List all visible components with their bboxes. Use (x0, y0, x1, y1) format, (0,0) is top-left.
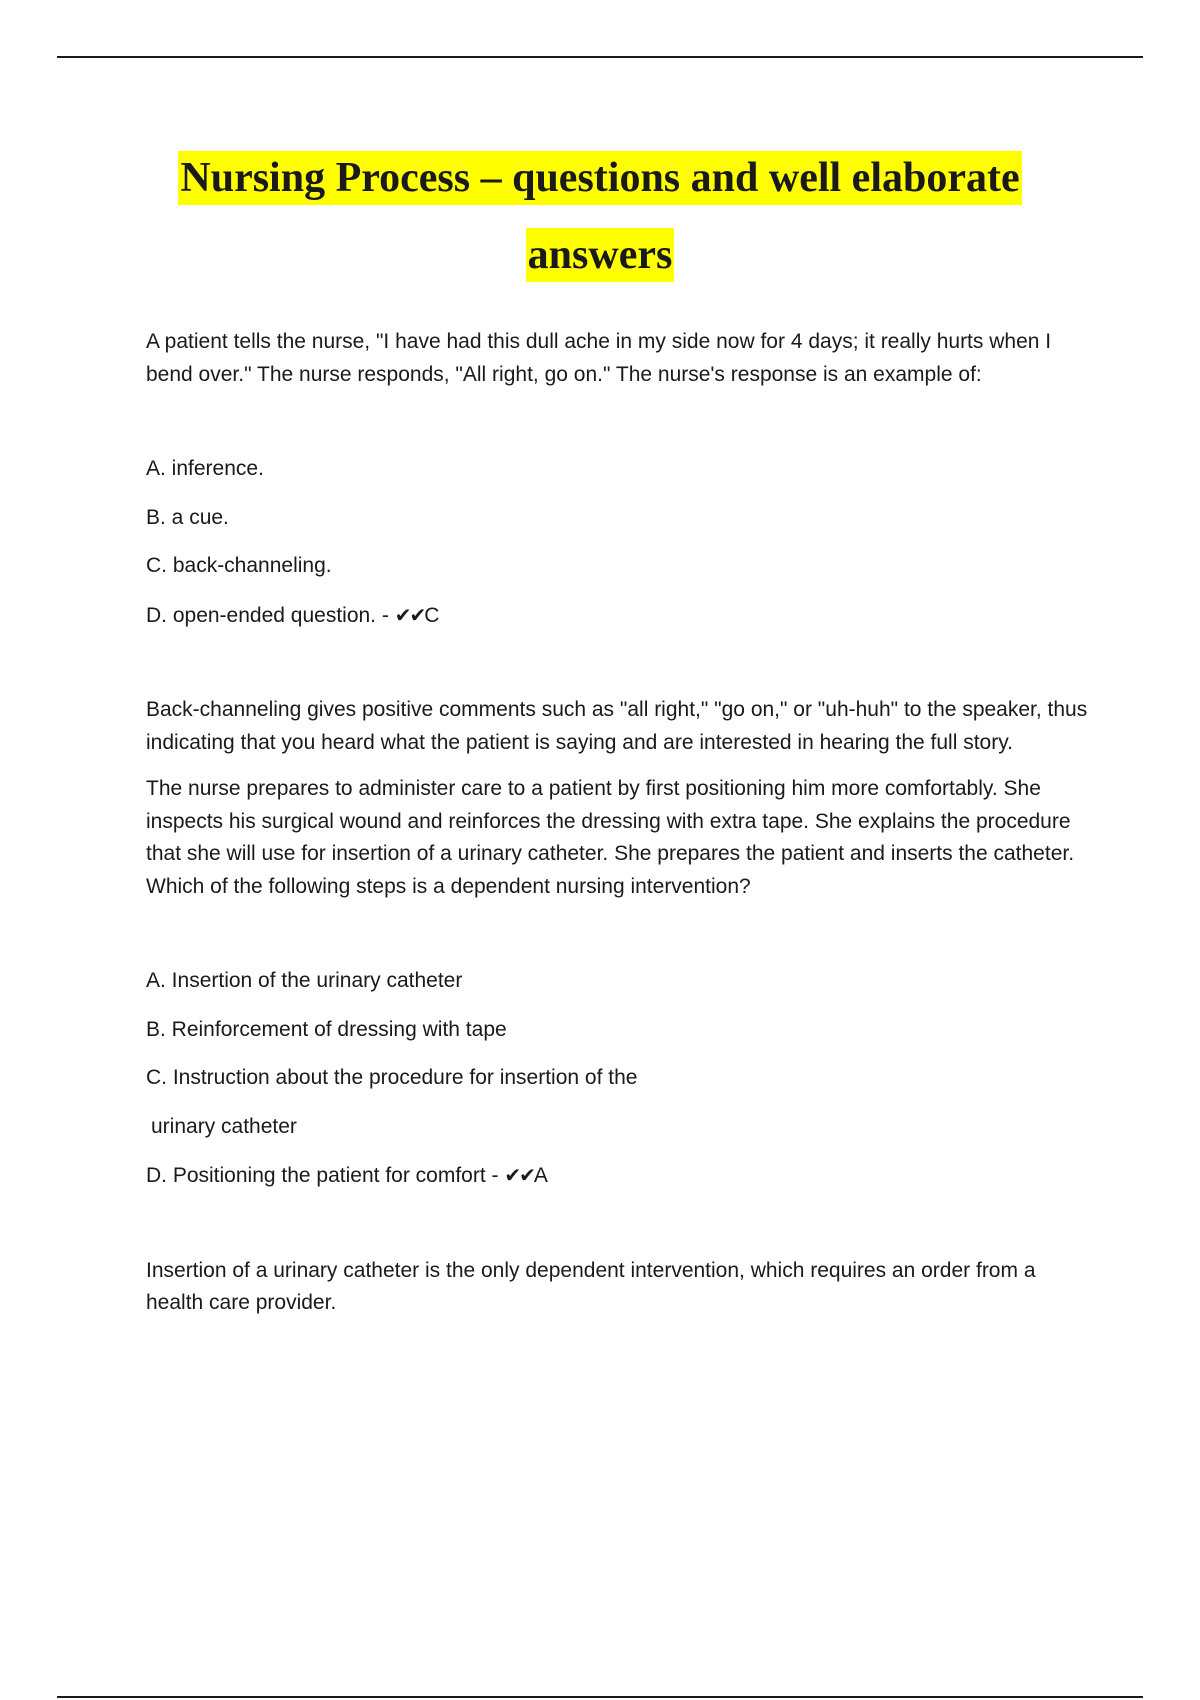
question-1-option-d-label: D. open-ended question. - (146, 603, 389, 627)
bottom-rule (57, 1696, 1143, 1698)
question-1-option-a: A. inference. (146, 457, 264, 480)
document-title (100, 140, 1100, 294)
top-rule (57, 56, 1143, 58)
question-2-option-c: C. Instruction about the procedure for insertion of the (146, 1066, 638, 1089)
check-icon: ✔✔ (394, 602, 425, 627)
document-body (146, 326, 1096, 1320)
question-2-option-c-continued: urinary catheter (151, 1114, 297, 1138)
question-2-answer: A (533, 1164, 548, 1187)
question-2-option-b: B. Reinforcement of dressing with tape (146, 1017, 507, 1041)
question-2-option-d (146, 1159, 1096, 1193)
question-1-option-d (146, 599, 1096, 633)
question-2-option-a: A. Insertion of the urinary catheter (146, 969, 463, 992)
question-1-text: A patient tells the nurse, "I have had this dull ache in my side now for 4 days; it really hurts when I bend over." The nurse responds, "All right, go on." The nurse's response is an example of: (146, 330, 1052, 386)
question-2-option-d-label: D. Positioning the patient for comfort - (146, 1164, 499, 1187)
question-1-option-b: B. a cue. (146, 505, 229, 529)
question-1-explanation: Back-channeling gives positive comments such as "all right," "go on," or "uh-huh" to the speaker, thus indicating that you heard what the patient is saying and are interested in hearing the full story. (146, 698, 1088, 754)
title-line-2: answers (526, 228, 675, 282)
question-1-option-c: C. back-channeling. (146, 554, 332, 577)
question-2-explanation: Insertion of a urinary catheter is the only dependent intervention, which requires an order from a health care provider. (146, 1258, 1036, 1314)
question-1-answer: C (424, 603, 440, 627)
question-2-text: The nurse prepares to administer care to a patient by first positioning him more comfortably. She inspects his surgical wound and reinforces the dressing with extra tape. She explains the procedure that she will use for insertion of a urinary catheter. She prepares the patient and inserts the catheter. Which of the following steps is a dependent nursing intervention? (146, 777, 1075, 898)
check-icon: ✔✔ (504, 1163, 534, 1187)
title-line-1: Nursing Process – questions and well elaborate (178, 151, 1021, 205)
